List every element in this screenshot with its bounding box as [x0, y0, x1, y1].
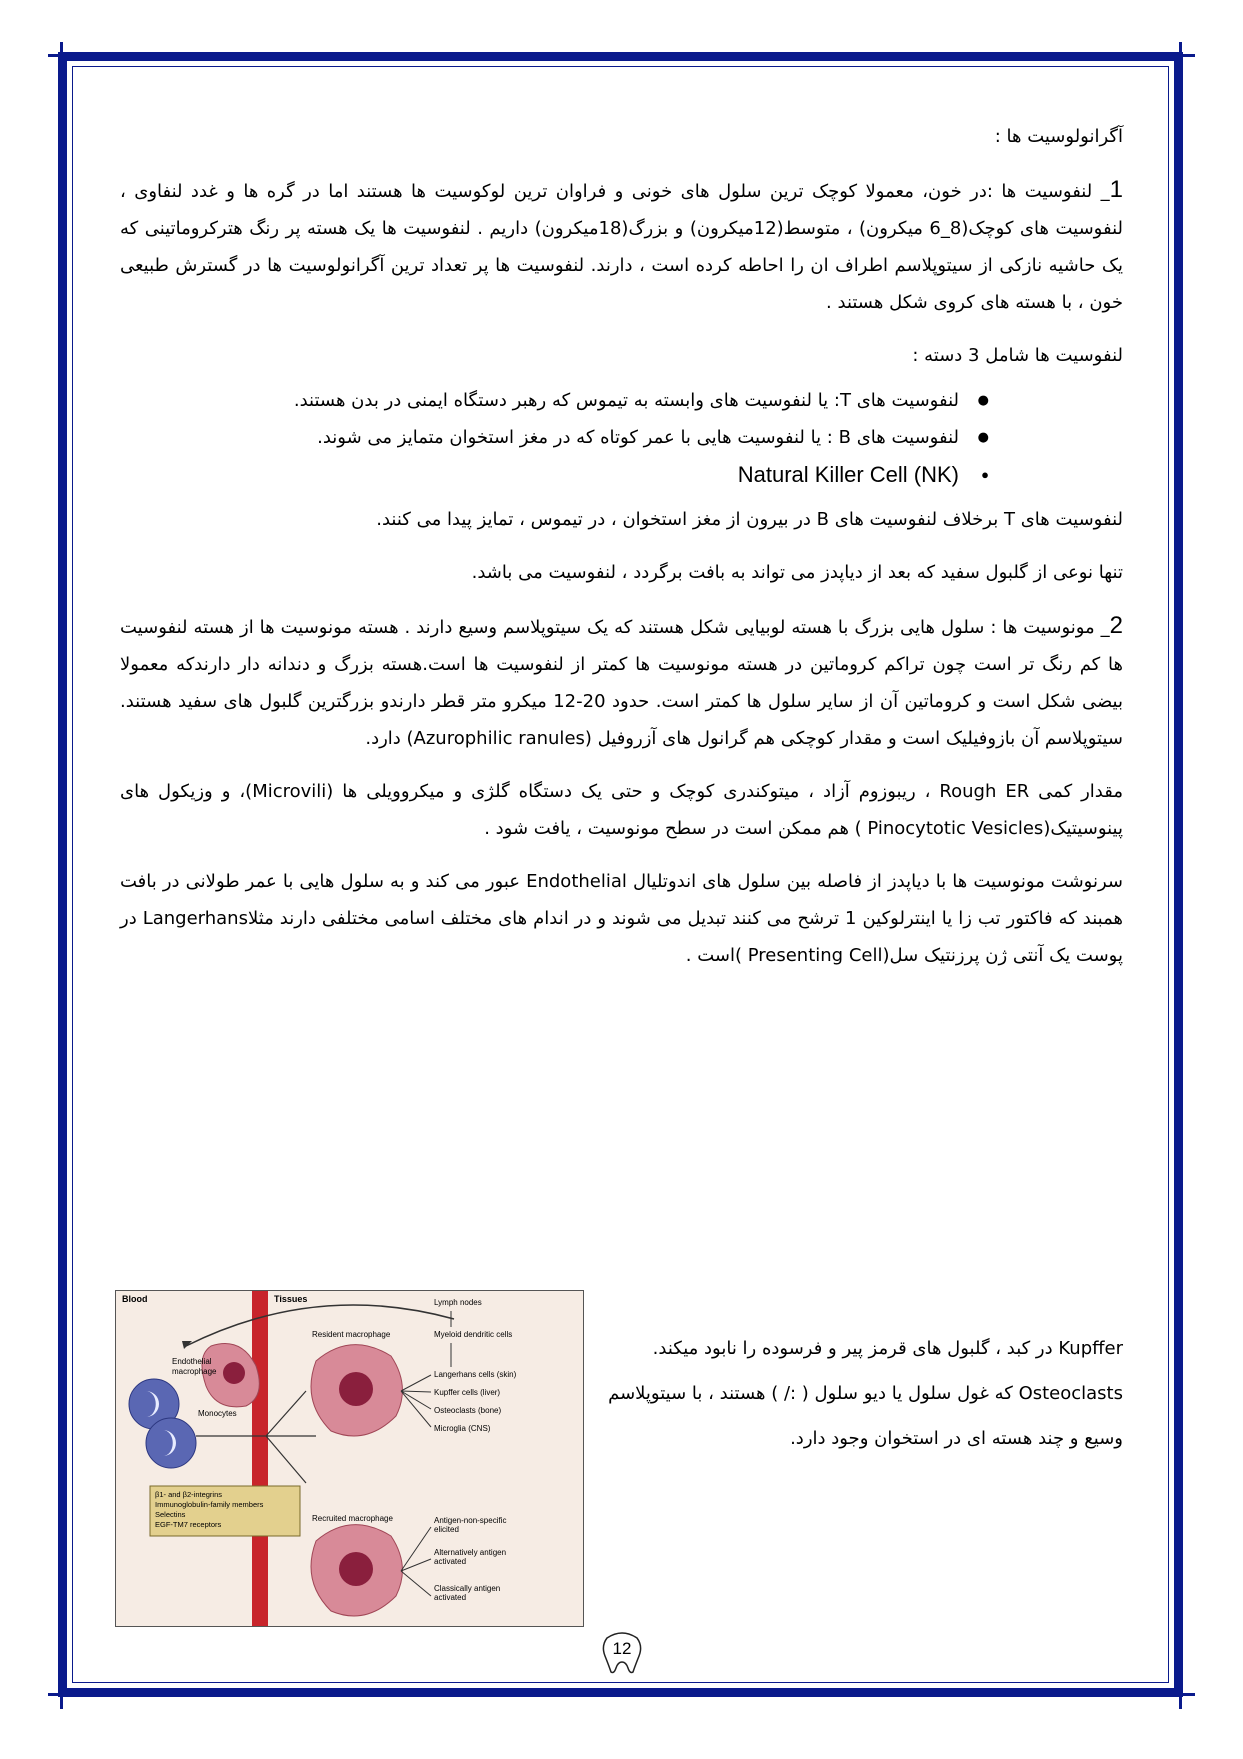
classic-activated-label-1: Classically antigen: [434, 1584, 501, 1593]
corner-ornament-top-right: [1167, 42, 1195, 70]
alt-activated-label-2: activated: [434, 1557, 467, 1566]
endothelial-label-1: Endothelial: [172, 1357, 212, 1366]
t-cell-paragraph: لنفوسیت های T برخلاف لنفوسیت های B در بیرون از مغز استخوان ، در تیموس ، تمایز پیدا می کنند.: [376, 509, 1123, 530]
monocyte-cell: [146, 1418, 196, 1468]
monocytes-paragraph: 2_ مونوسیت ها : سلول هایی بزرگ با هسته لوبیایی شکل هستند که یک سیتوپلاسم وسیع دارند . هسته مونوسیت ها از هسته لنفوسیت ها کم رنگ تر است چون تراکم کروماتین در هسته مونوسیت ها کمتر از لنفوسیت ها است.هسته بزرگ و دندانه دار دارندکه معمولا بیضی شکل است و کروماتین آن از سایر سلول ها کمتر است. حدود 20-12 میکرو متر قطر دارندو بزرگترین گلبول های سفید هستند. سیتوپلاسم آن بازوفیلیک است و مقدار کوچکی هم گرانول های آزروفیل (Azurophilic ranules) دارد.: [120, 612, 1123, 749]
macrophage-diagram: [115, 1290, 584, 1627]
page-content: [120, 118, 1123, 974]
blood-label: Blood: [122, 1294, 148, 1304]
monocyte-organelles-paragraph: مقدار کمی Rough ER ، ریبوزوم آزاد ، میتوکندری کوچک و حتی یک دستگاه گلژی و میکروویلی ها (Microvili)، و وزیکول های پینوسیتیک(Pinocytotic Vesicles ) هم ممکن است در سطح مونوسیت ، یافت شود .: [120, 781, 1124, 839]
section-heading: آگرانولوسیت ها :: [994, 126, 1123, 147]
monocyte-fate-paragraph: سرنوشت مونوسیت ها با دیاپدز از فاصله بین سلول های اندوتلیال Endothelial عبور می کند و به سلول هایی با عمر طولانی در بافت همبند که فاکتور تب زا یا اینترلوکین 1 ترشح می کنند تبدیل می شوند و در اندام های مختلف اسامی مختلفی دارند مثلاLangerhans در پوست یک آنتی ژن پرزنتیک سل(Presenting Cell )است .: [120, 871, 1123, 966]
osteoclasts-paragraph: Osteoclasts که غول سلول یا دیو سلول ( :/ ) هستند ، با سیتوپلاسم وسیع و چند هسته ای در استخوان وجود دارد.: [608, 1383, 1123, 1449]
corner-ornament-bottom-right: [1167, 1681, 1195, 1709]
corner-ornament-top-left: [48, 42, 76, 70]
receptor-label: EGF-TM7 receptors: [155, 1520, 222, 1529]
list-item: ● Natural Killer Cell (NK): [120, 456, 993, 493]
lymphocytes-paragraph: 1_ لنفوسیت ها :در خون، معمولا کوچک ترین سلول های خونی و فراوان ترین لوکوسیت ها هستند اما در گره ها و غدد لنفاوی ، لنفوسیت های کوچک(8_6 میکرون) ، متوسط(12میکرون) و بزرگ(18میکرون) داریم . لنفوسیت ها یک هسته پر رنگ هترکروماتینی که یک حاشیه نازکی از سیتوپلاسم اطراف ان را احاطه کرده است ، دارند. لنفوسیت ها پر تعداد ترین آگرانولوسیت ها در گسترش طبیعی خون ، با هسته های کروی شکل هستند .: [120, 176, 1124, 313]
resident-macrophage-label: Resident macrophage: [312, 1330, 391, 1339]
endothelial-label-2: macrophage: [172, 1367, 217, 1376]
langerhans-label: Langerhans cells (skin): [434, 1370, 517, 1379]
page-number: 12: [597, 1630, 647, 1674]
kupffer-label: Kupffer cells (liver): [434, 1388, 501, 1397]
section-number: 2: [1109, 612, 1123, 639]
receptor-label: Selectins: [155, 1510, 186, 1519]
classic-activated-label-2: activated: [434, 1593, 467, 1602]
microglia-label: Microglia (CNS): [434, 1424, 491, 1433]
ag-nonspecific-label-1: Antigen-non-specific: [434, 1516, 507, 1525]
lymphocyte-return-paragraph: تنها نوعی از گلبول سفید که بعد از دیاپدز می تواند به بافت برگردد ، لنفوسیت می باشد.: [471, 562, 1123, 583]
monocytes-label: Monocytes: [198, 1409, 237, 1418]
ag-nonspecific-label-2: elicited: [434, 1525, 459, 1534]
lymphocyte-types-intro: لنفوسیت ها شامل 3 دسته :: [912, 345, 1123, 366]
lymph-nodes-label: Lymph nodes: [434, 1298, 482, 1307]
receptor-label: Immunoglobulin-family members: [155, 1500, 264, 1509]
receptor-label: β1- and β2-integrins: [155, 1490, 222, 1499]
recruited-macrophage-label: Recruited macrophage: [312, 1514, 393, 1523]
lymphocyte-types-list: [120, 382, 993, 493]
vessel-wall: [252, 1291, 268, 1626]
tissues-label: Tissues: [274, 1294, 308, 1304]
section-number: 1: [1109, 176, 1123, 203]
list-item: ● لنفوسیت های B : یا لنفوسیت هایی با عمر کوتاه که در مغز استخوان متمایز می شوند.: [120, 419, 993, 456]
kupffer-paragraph: Kupffer در کبد ، گلبول های قرمز پیر و فرسوده را نابود میکند.: [652, 1338, 1123, 1359]
alt-activated-label-1: Alternatively antigen: [434, 1548, 507, 1557]
side-text: [600, 1326, 1123, 1461]
osteoclasts-label: Osteoclasts (bone): [434, 1406, 502, 1415]
corner-ornament-bottom-left: [48, 1681, 76, 1709]
list-item: ● لنفوسیت های T: یا لنفوسیت های وابسته به تیموس که رهبر دستگاه ایمنی در بدن هستند.: [120, 382, 993, 419]
myeloid-label: Myeloid dendritic cells: [434, 1330, 513, 1339]
